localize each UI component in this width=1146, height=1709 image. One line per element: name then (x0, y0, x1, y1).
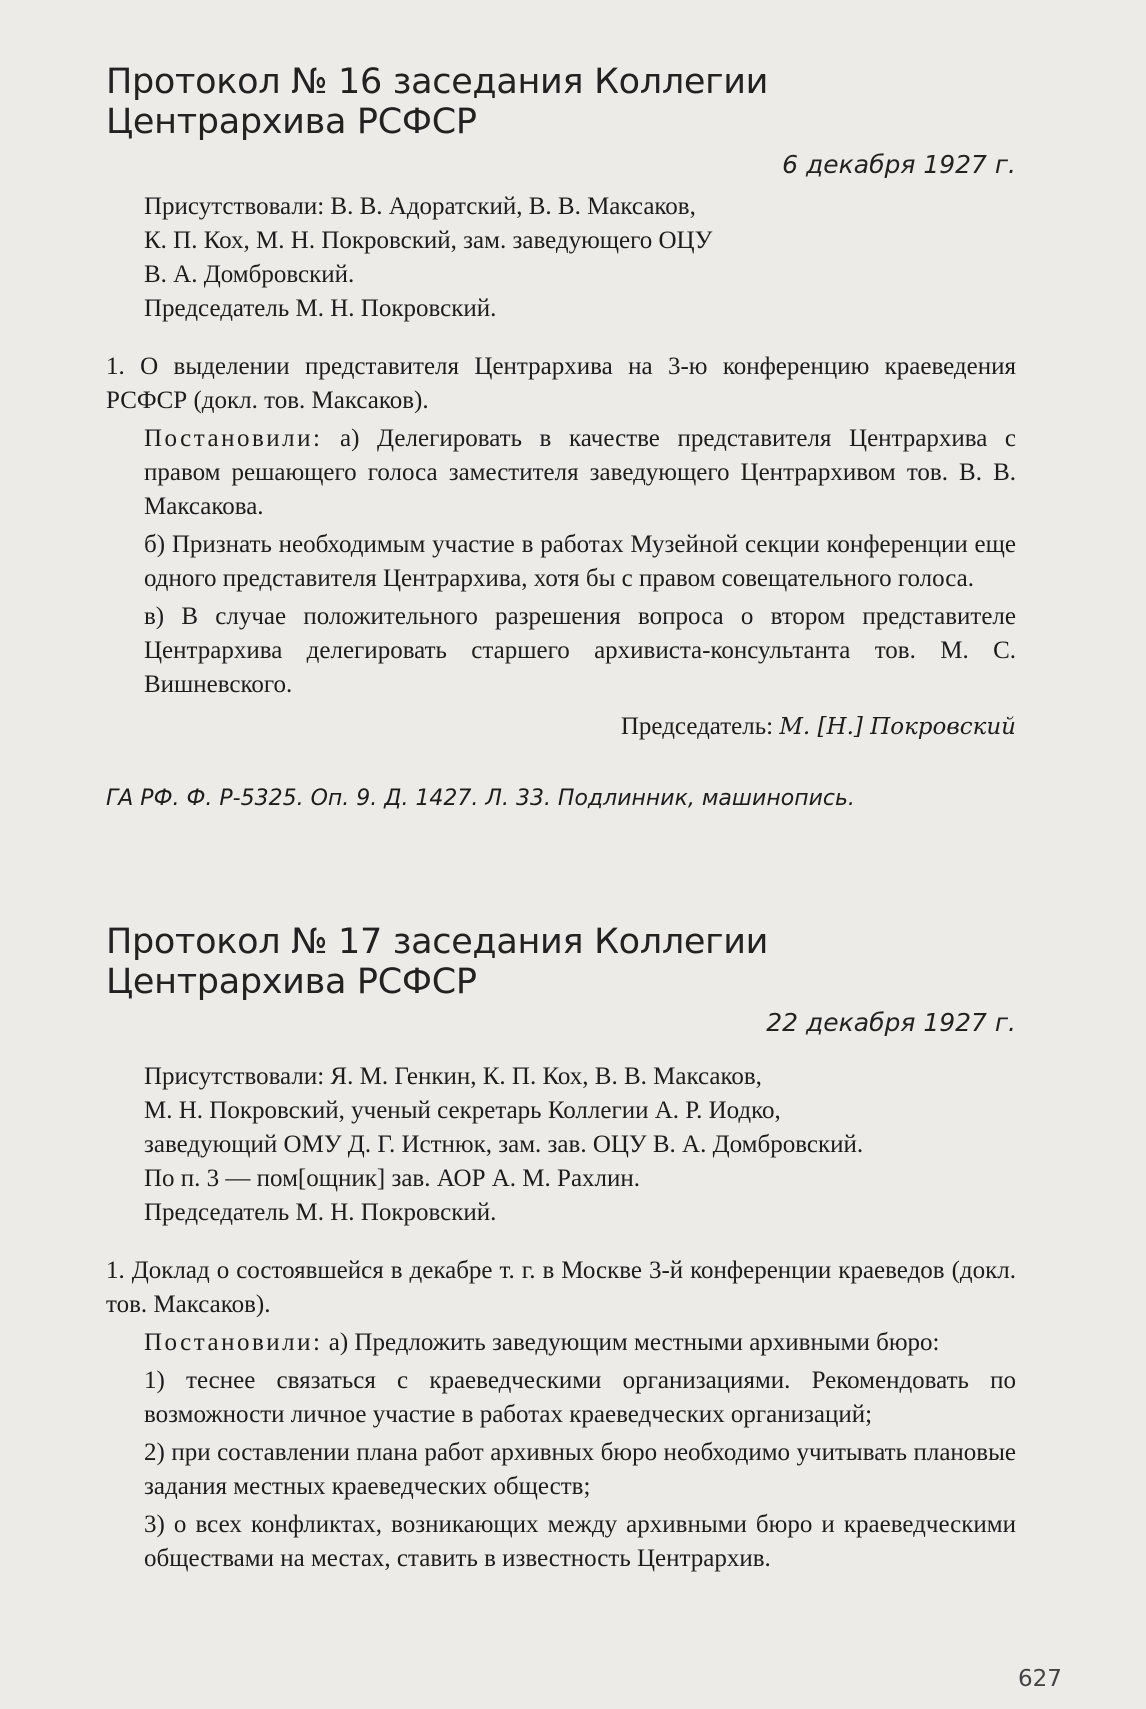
protocol-16-item-1: 1. О выделении представителя Центрархива на 3-ю конференцию краеведения РСФСР (докл. тов. Максаков). (106, 353, 1016, 414)
resolution-a-text: а) Предложить заведующим местными архивными бюро: (322, 1329, 940, 1356)
protocol-16-attendance (106, 190, 1016, 326)
protocol-16-resolution-b: б) Признать необходимым участие в работах Музейной секции конференции еще одного представителя Центрархива, хотя бы с правом совещательного голоса. (144, 531, 1016, 592)
attendance-line: По п. 3 — пом[ощник] зав. АОР А. М. Рахлин. (144, 1165, 641, 1192)
resolved-label: Постановили: (144, 425, 323, 452)
attendance-line: Председатель М. Н. Покровский. (144, 295, 497, 322)
attendance-line: К. П. Кох, М. Н. Покровский, зам. заведующего ОЦУ (144, 227, 713, 254)
resolution-a-text: а) Делегировать в качестве представителя Центрархива с правом решающего голоса заместителя заведующего Центрархивом тов. В. В. Максакова. (144, 425, 1016, 520)
signature-label: Председатель: (620, 713, 780, 740)
protocol-17-item-1: 1. Доклад о состоявшейся в декабре т. г. в Москве 3-й конференции краеведов (докл. тов. Максаков). (106, 1257, 1016, 1318)
protocol-16-resolution-a (106, 422, 1016, 524)
protocol-16-resolution-c: в) В случае положительного разрешения вопроса о втором представителе Центрархива делегировать старшего архивиста-консультанта тов. М. С. Вишневского. (144, 603, 1016, 698)
protocol-17-title-line1: Протокол № 17 заседания Коллегии (106, 922, 769, 962)
attendance-line: М. Н. Покровский, ученый секретарь Коллегии А. Р. Иодко, (144, 1097, 781, 1124)
attendance-line: Председатель М. Н. Покровский. (144, 1199, 497, 1226)
protocol-17-date: 22 декабря 1927 г. (766, 1008, 1016, 1037)
protocol-16-date: 6 декабря 1927 г. (782, 150, 1016, 179)
protocol-16-title (106, 62, 1016, 142)
protocol-17-title-line2: Центрархива РСФСР (106, 962, 477, 1002)
attendance-line: Присутствовали: В. В. Адоратский, В. В. Максаков, (144, 193, 696, 220)
protocol-17-point-3: 3) о всех конфликтах, возникающих между архивными бюро и краеведческими обществами на местах, ставить в известность Центрархив. (144, 1511, 1016, 1572)
signature-name: М. [Н.] Покровский (779, 714, 1016, 740)
protocol-16 (106, 62, 1016, 814)
attendance-line: заведующий ОМУ Д. Г. Истнюк, зам. зав. ОЦУ В. А. Домбровский. (144, 1131, 864, 1158)
page-number: 627 (1018, 1666, 1062, 1692)
protocol-17-title (106, 922, 1016, 1002)
protocol-17-attendance (106, 1060, 1016, 1230)
resolved-label: Постановили: (144, 1329, 323, 1356)
protocol-17-point-2: 2) при составлении плана работ архивных бюро необходимо учитывать плановые задания местных краеведческих обществ; (144, 1439, 1016, 1500)
attendance-line: Присутствовали: Я. М. Генкин, К. П. Кох, В. В. Максаков, (144, 1063, 762, 1090)
protocol-16-source: ГА РФ. Ф. Р-5325. Оп. 9. Д. 1427. Л. 33. Подлинник, машинопись. (106, 786, 855, 811)
protocol-16-title-line2: Центрархива РСФСР (106, 102, 477, 142)
protocol-17 (106, 922, 1016, 1576)
protocol-17-point-1: 1) теснее связаться с краеведческими организациями. Рекомендовать по возможности личное участие в работах краеведческих организаций; (144, 1367, 1016, 1428)
attendance-line: В. А. Домбровский. (144, 261, 355, 288)
protocol-16-signature (106, 710, 1016, 744)
protocol-17-resolution-a (106, 1326, 1016, 1360)
protocol-16-title-line1: Протокол № 16 заседания Коллегии (106, 62, 769, 102)
